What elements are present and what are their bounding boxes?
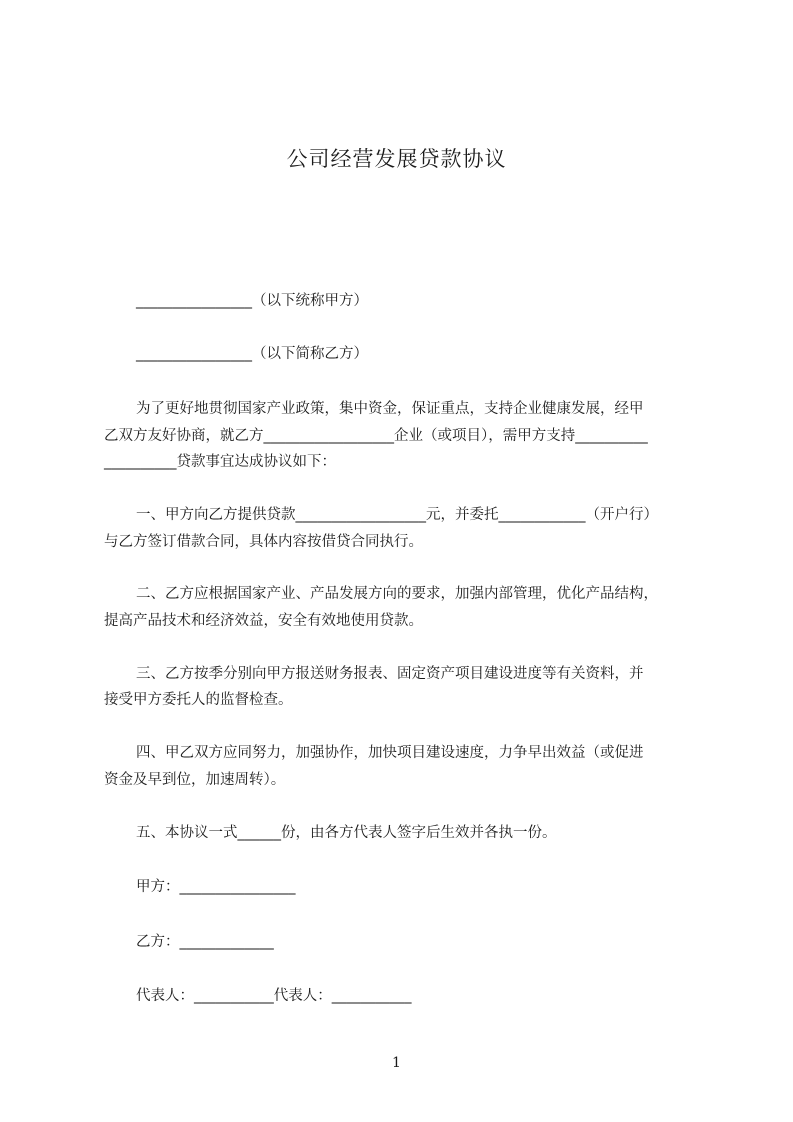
clause-2-line-2: 提高产品技术和经济效益，安全有效地使用贷款。 <box>104 613 423 629</box>
signature-party-a: 甲方：________________ <box>136 879 296 895</box>
clause-3-line-1: 三、乙方按季分别向甲方报送财务报表、固定资产项目建设进度等有关资料，并 <box>136 666 644 682</box>
page-number: 1 <box>392 1055 401 1071</box>
preamble-line-2: 乙双方友好协商，就乙方__________________企业（或项目），需甲方支持__________ <box>104 428 648 444</box>
signature-party-b: 乙方：_____________ <box>136 934 274 950</box>
clause-1-line-1: 一、甲方向乙方提供贷款__________________元，并委托____________（开户行） <box>136 507 658 523</box>
clause-4-line-2: 资金及早到位，加速周转）。 <box>104 772 286 788</box>
signature-representatives: 代表人：___________代表人：___________ <box>136 988 412 1004</box>
clause-2-line-1: 二、乙方应根据国家产业、产品发展方向的要求，加强内部管理，优化产品结构， <box>136 586 658 602</box>
document-title: 公司经营发展贷款协议 <box>286 147 507 171</box>
preamble-line-1: 为了更好地贯彻国家产业政策，集中资金，保证重点，支持企业健康发展，经甲 <box>136 401 644 417</box>
party-a-intro: ________________（以下统称甲方） <box>136 293 368 309</box>
clause-5: 五、本协议一式______份，由各方代表人签字后生效并各执一份。 <box>136 825 557 841</box>
party-b-intro: ________________（以下简称乙方） <box>136 346 368 362</box>
clause-1-line-2: 与乙方签订借款合同，具体内容按借贷合同执行。 <box>104 534 423 550</box>
clause-3-line-2: 接受甲方委托人的监督检查。 <box>104 692 293 708</box>
preamble-line-3: __________贷款事宜达成协议如下： <box>104 454 336 470</box>
clause-4-line-1: 四、甲乙双方应同努力，加强协作，加快项目建设速度，力争早出效益（或促进 <box>136 745 644 761</box>
